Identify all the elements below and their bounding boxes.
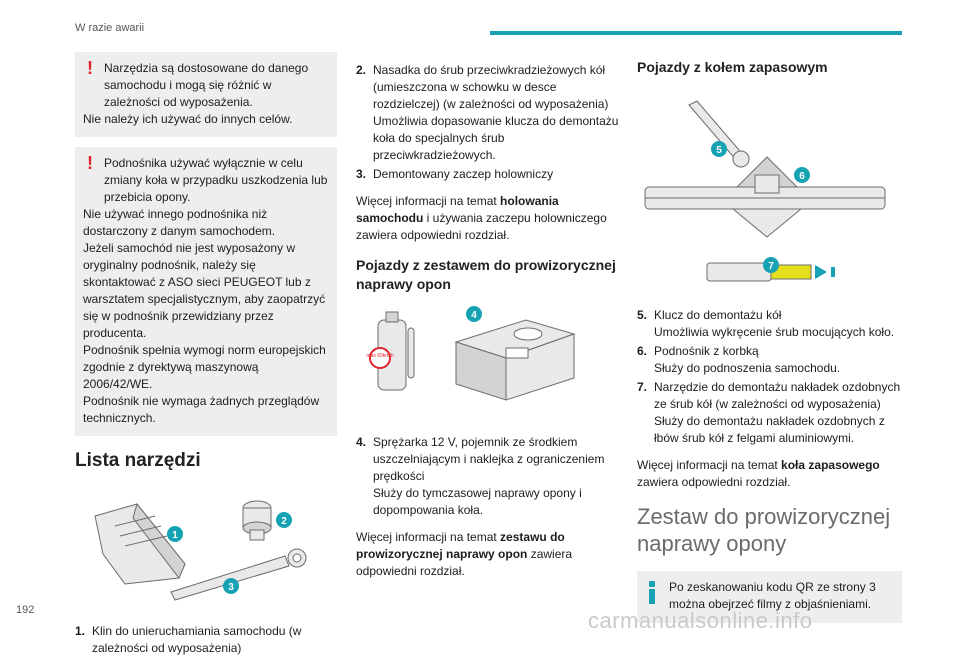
badge-label: 3 — [228, 582, 234, 593]
subtitle-repair-kit: Pojazdy z zestawem do prowizorycznej naprawy opon — [356, 257, 616, 292]
item-number: 3. — [356, 167, 367, 181]
warning-text: Jeżeli samochód nie jest wyposażony w oryginalny podnośnik, należy się skontaktować z ASO sieci PEUGEOT lub z warsztatem specjalistycznym, aby zaopatrzyć się w podnośnik przewidziany przez producenta. — [83, 241, 326, 340]
subtitle-spare-wheel: Pojazdy z kołem zapasowym — [637, 59, 828, 75]
badge-label: 1 — [172, 530, 178, 541]
item-number: 5. — [637, 308, 648, 322]
column-2 — [356, 52, 620, 592]
badge-7-icon — [763, 257, 779, 273]
item-text: Służy do demontażu nakładek ozdobnych z łbów śrub kół z felgami aluminiowymi. — [654, 414, 885, 445]
badge-label: 7 — [768, 261, 774, 272]
wheel-chock-icon — [95, 504, 185, 584]
item-text: Służy do podnoszenia samochodu. — [654, 361, 841, 375]
paragraph-repair-kit: Więcej informacji na temat zestawu do prowizorycznej naprawy opon zawiera odpowiedni rozdział. — [356, 530, 573, 578]
speed-limit-label: max 60km/h — [366, 353, 394, 359]
list-item-3 — [356, 166, 620, 183]
info-text: Po zeskanowaniu kodu QR ze strony 3 można obejrzeć filmy z objaśnieniami. — [669, 580, 876, 611]
list-item-6 — [637, 343, 902, 377]
badge-label: 4 — [471, 310, 477, 321]
header-title: W razie awarii — [75, 22, 145, 34]
tools-illustration — [75, 486, 337, 604]
spare-wheel-tools-illustration — [637, 87, 902, 292]
paragraph-spare-wheel: Więcej informacji na temat koła zapasowego zawiera odpowiedni rozdział. — [637, 458, 880, 489]
paragraph-towing: Więcej informacji na temat holowania samochodu i używania zaczepu holowniczego zawiera odpowiedni rozdział. — [356, 194, 607, 242]
item-text: Nasadka do śrub przeciwkradzieżowych kół (umieszczona w schowku w desce rozdzielczej) (w zależności od wyposażenia) — [373, 63, 609, 111]
towing-eye-icon — [171, 549, 306, 600]
page-number: 192 — [16, 604, 35, 616]
list-item-2 — [356, 62, 620, 164]
list-item-4 — [356, 434, 620, 519]
item-number: 6. — [637, 344, 648, 358]
list-item-7 — [637, 379, 902, 447]
item-text: Sprężarka 12 V, pojemnik ze środkiem uszczelniającym i naklejka z ograniczeniem prędkości — [373, 435, 605, 483]
item-text: Demontowany zaczep holowniczy — [373, 167, 554, 181]
item-text: Podnośnik z korbką — [654, 344, 759, 358]
item-number: 1. — [75, 624, 86, 638]
warning-icon: ! — [87, 58, 93, 78]
antitheft-socket-icon — [243, 501, 271, 540]
warning-text: Narzędzia są dostosowane do danego samochodu i mogą się różnić w zależności od wyposażenia. — [104, 61, 309, 109]
badge-6-icon — [794, 167, 810, 183]
badge-label: 5 — [716, 145, 722, 156]
column-3 — [637, 52, 902, 623]
warning-text: Podnośnik nie wymaga żadnych przeglądów technicznych. — [83, 394, 320, 425]
badge-label: 2 — [281, 516, 287, 527]
info-icon — [649, 581, 655, 605]
wheel-wrench-icon — [689, 101, 749, 167]
item-number: 7. — [637, 380, 648, 394]
item-text: Klin do unieruchamiania samochodu (w zależności od wyposażenia) — [92, 624, 302, 655]
warning-text: Podnośnika używać wyłącznie w celu zmiany koła w przypadku uszkodzenia lub przebicia opony. — [104, 156, 328, 204]
badge-label: 6 — [799, 171, 805, 182]
item-text: Służy do tymczasowej naprawy opony i dopompowania koła. — [373, 486, 582, 517]
compressor-icon — [456, 320, 574, 400]
warning-icon: ! — [87, 153, 93, 173]
badge-2-icon — [276, 512, 292, 528]
warning-box-tools — [75, 52, 337, 137]
item-text: Narzędzie do demontażu nakładek ozdobnych ze śrub kół (w zależności od wyposażenia) — [654, 380, 901, 411]
badge-1-icon — [167, 526, 183, 542]
scissor-jack-icon — [645, 157, 885, 237]
item-number: 4. — [356, 435, 367, 449]
warning-text: Nie należy ich używać do innych celów. — [83, 112, 293, 126]
warning-text: Podnośnik spełnia wymogi norm europejskich zgodnie z dyrektywą maszynową 2006/42/WE. — [83, 343, 326, 391]
badge-3-icon — [223, 578, 239, 594]
sealant-bottle-icon — [366, 312, 414, 390]
section-title-tool-list: Lista narzędzi — [75, 450, 201, 471]
badge-4-icon — [466, 306, 482, 322]
item-text: Klucz do demontażu kół — [654, 308, 782, 322]
item-text: Umożliwia wykręcenie śrub mocujących koło. — [654, 325, 895, 339]
list-item-5 — [637, 307, 902, 341]
column-1 — [75, 52, 337, 659]
repair-kit-illustration — [356, 304, 620, 419]
badge-5-icon — [711, 141, 727, 157]
header-accent-bar — [490, 31, 902, 35]
item-number: 2. — [356, 63, 367, 77]
list-item-1 — [75, 623, 337, 657]
watermark: carmanualsonline.info — [588, 608, 813, 633]
warning-box-jack — [75, 147, 337, 436]
section-title-repair-kit: Zestaw do prowizorycznej naprawy opony — [637, 504, 891, 556]
warning-text: Nie używać innego podnośnika niż dostarczony z danym samochodem. — [83, 207, 276, 238]
item-text: Umożliwia dopasowanie klucza do demontażu koła do specjalnych śrub przeciwkradzieżowych. — [373, 114, 619, 162]
